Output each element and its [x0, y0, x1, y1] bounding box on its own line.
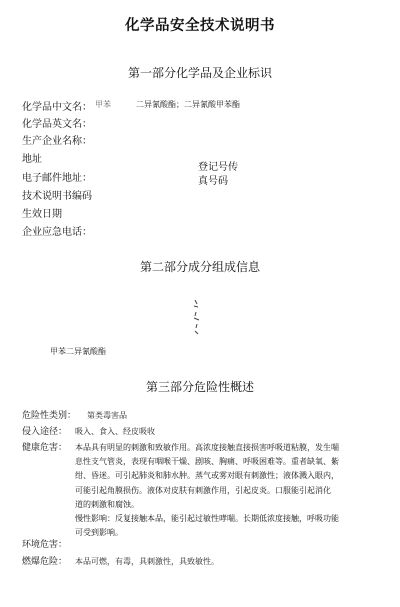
health-line: 本品具有明显的刺激和致敏作用。高浓度接触直接损害呼吸道粘膜，发生喘 — [75, 443, 339, 452]
env-hazard-label: 环境危害： — [22, 540, 68, 550]
scan-mark — [190, 298, 206, 340]
health-line: 可能引起角膜损伤。液体对皮肤有刺激作用，引起皮炎。口服能引起消化 — [75, 485, 331, 495]
health-line: 可受到影响。 — [75, 528, 123, 538]
cn-name-hint: 甲苯 — [95, 100, 111, 109]
hazard-category-label: 危险性类别： — [22, 411, 77, 421]
section3-heading: 第三部分危险性概述 — [145, 380, 254, 394]
health-line: 息性支气管炎，表现有咽喉干燥、剧咳、胸痛、呼吸困难等。重者缺氧、紫 — [75, 457, 339, 467]
entry-route-label: 侵入途径： — [22, 427, 68, 437]
fire-hazard-value: 本品可燃，有毒，具刺激性，具致敏性。 — [75, 557, 219, 566]
health-hazard-label: 健康危害： — [22, 443, 68, 453]
reg-label: 登记号传 — [198, 162, 238, 173]
cn-name-label: 化学品中文名： — [22, 102, 92, 113]
email-label: 电子邮件地址： — [22, 173, 92, 184]
fire-hazard-label: 燃爆危险： — [22, 557, 68, 567]
fax-label: 真号码 — [198, 176, 228, 187]
maker-label: 生产企业名称： — [22, 136, 92, 147]
component-name: 甲苯二异氰酸酯 — [50, 347, 106, 356]
date-label: 生效日期 — [22, 209, 62, 220]
cn-name-value: 二异氰酸酯；二异氰酸甲苯酯 — [136, 100, 240, 109]
address-label: 地址 — [22, 154, 42, 165]
emergency-label: 企业应急电话： — [22, 227, 92, 238]
health-line: 道的刺激和腐蚀。 — [75, 499, 139, 509]
health-hazard-text — [75, 441, 385, 540]
document-title: 化学品安全技术说明书 — [125, 18, 275, 34]
code-label: 技术说明书编码 — [22, 191, 92, 202]
health-line: 绀、昏迷。可引起肺炎和肺水肿。蒸气或雾对眼有刺激性；液体溅入眼内， — [75, 471, 339, 481]
entry-route-value: 吸入、食入、经皮吸收 — [75, 427, 155, 436]
section1-heading: 第一部分化学品及企业标识 — [127, 66, 272, 80]
hazard-category-value: 第类毒害品 — [87, 411, 127, 420]
health-line: 慢性影响：反复接触本品，能引起过敏性哮喘。长期低浓度接触，呼吸功能 — [75, 514, 339, 524]
en-name-label: 化学品英文名： — [22, 119, 92, 130]
section2-heading: 第二部分成分组成信息 — [139, 260, 260, 274]
